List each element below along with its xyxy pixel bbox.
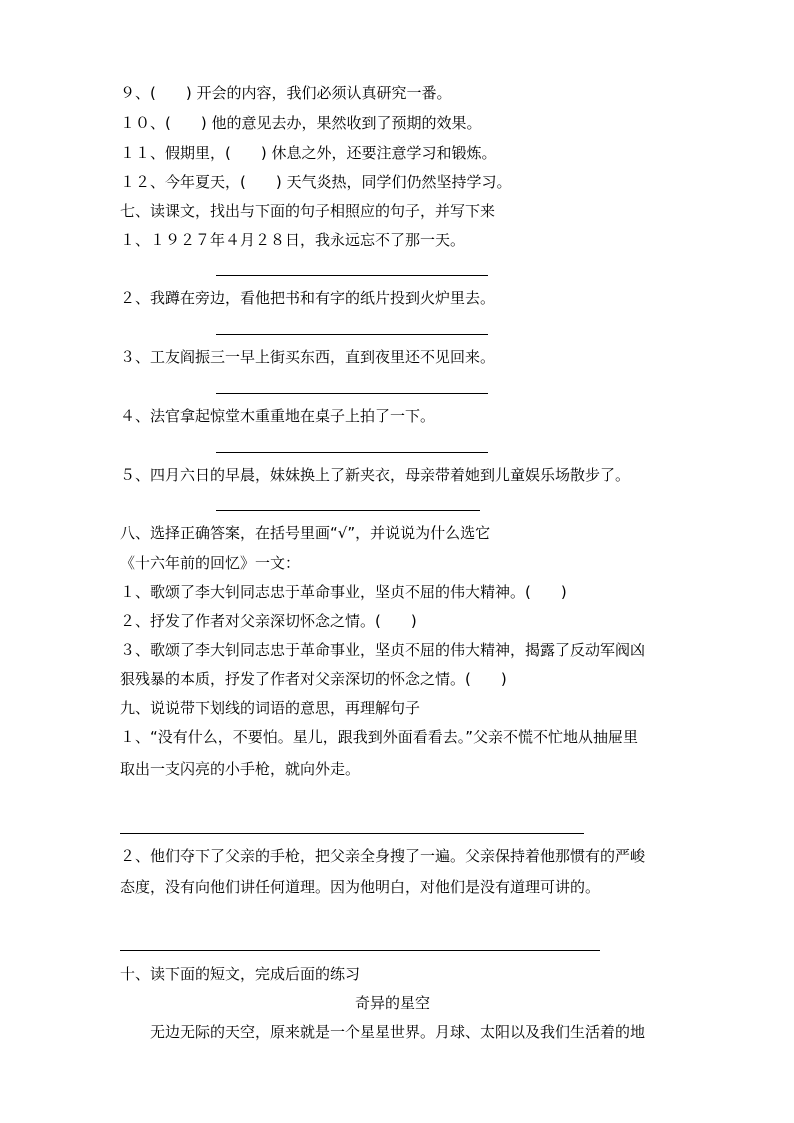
section-8-option-2: ２、抒发了作者对父亲深切怀念之情。( ): [120, 612, 417, 630]
answer-line[interactable]: [216, 510, 480, 511]
section-9-item-2-cont: 态度，没有向他们讲任何道理。因为他明白，对他们是没有道理可讲的。: [120, 878, 601, 896]
story-title: 奇异的星空: [355, 994, 431, 1012]
answer-line[interactable]: [216, 275, 488, 276]
section-8-option-3-cont: 狠残暴的本质，抒发了作者对父亲深切的怀念之情。( ): [120, 670, 507, 688]
question-10: １０、( ) 他的意见去办，果然收到了预期的效果。: [120, 114, 482, 132]
section-9-item-1: １、“没有什么，不要怕。星儿，跟我到外面看看去。”父亲不慌不忙地从抽屉里: [120, 728, 639, 746]
section-7-item-1: １、１９２７年４月２８日，我永远忘不了那一天。: [120, 231, 466, 249]
section-7-heading: 七、读课文，找出与下面的句子相照应的句子，并写下来: [120, 202, 496, 220]
answer-line[interactable]: [216, 452, 488, 453]
section-9-item-1-cont: 取出一支闪亮的小手枪，就向外走。: [120, 760, 361, 778]
section-8-option-1: １、歌颂了李大钊同志忠于革命事业，坚贞不屈的伟大精神。( ): [120, 583, 567, 601]
section-8-heading: 八、选择正确答案，在括号里画“√”，并说说为什么选它: [120, 524, 491, 542]
answer-line[interactable]: [120, 950, 600, 951]
section-7-item-4: ４、法官拿起惊堂木重重地在桌子上拍了一下。: [120, 407, 436, 425]
section-9-heading: 九、说说带下划线的词语的意思，再理解句子: [120, 699, 421, 717]
section-7-item-5: ５、四月六日的早晨，妹妹换上了新夹衣，母亲带着她到儿童娱乐场散步了。: [120, 466, 631, 484]
section-8-article-title: 《十六年前的回忆》一文：: [120, 554, 301, 572]
answer-line[interactable]: [216, 334, 488, 335]
section-8-option-3: ３、歌颂了李大钊同志忠于革命事业，坚贞不屈的伟大精神，揭露了反动军阀凶: [120, 641, 646, 659]
section-10-heading: 十、读下面的短文，完成后面的练习: [120, 965, 361, 983]
answer-line[interactable]: [120, 833, 584, 834]
answer-line[interactable]: [216, 393, 488, 394]
story-paragraph-1: 无边无际的天空，原来就是一个星星世界。月球、太阳以及我们生活着的地: [120, 1023, 646, 1041]
question-9: ９、( ) 开会的内容，我们必须认真研究一番。: [120, 84, 452, 102]
section-7-item-2: ２、我蹲在旁边，看他把书和有字的纸片投到火炉里去。: [120, 289, 496, 307]
question-11: １１、假期里，( ) 休息之外，还要注意学习和锻炼。: [120, 144, 497, 162]
section-9-item-2: ２、他们夺下了父亲的手枪，把父亲全身搜了一遍。父亲保持着他那惯有的严峻: [120, 847, 646, 865]
question-12: １２、今年夏天，( ) 天气炎热，同学们仍然坚持学习。: [120, 173, 512, 191]
section-7-item-3: ３、工友阎振三一早上街买东西，直到夜里还不见回来。: [120, 348, 496, 366]
